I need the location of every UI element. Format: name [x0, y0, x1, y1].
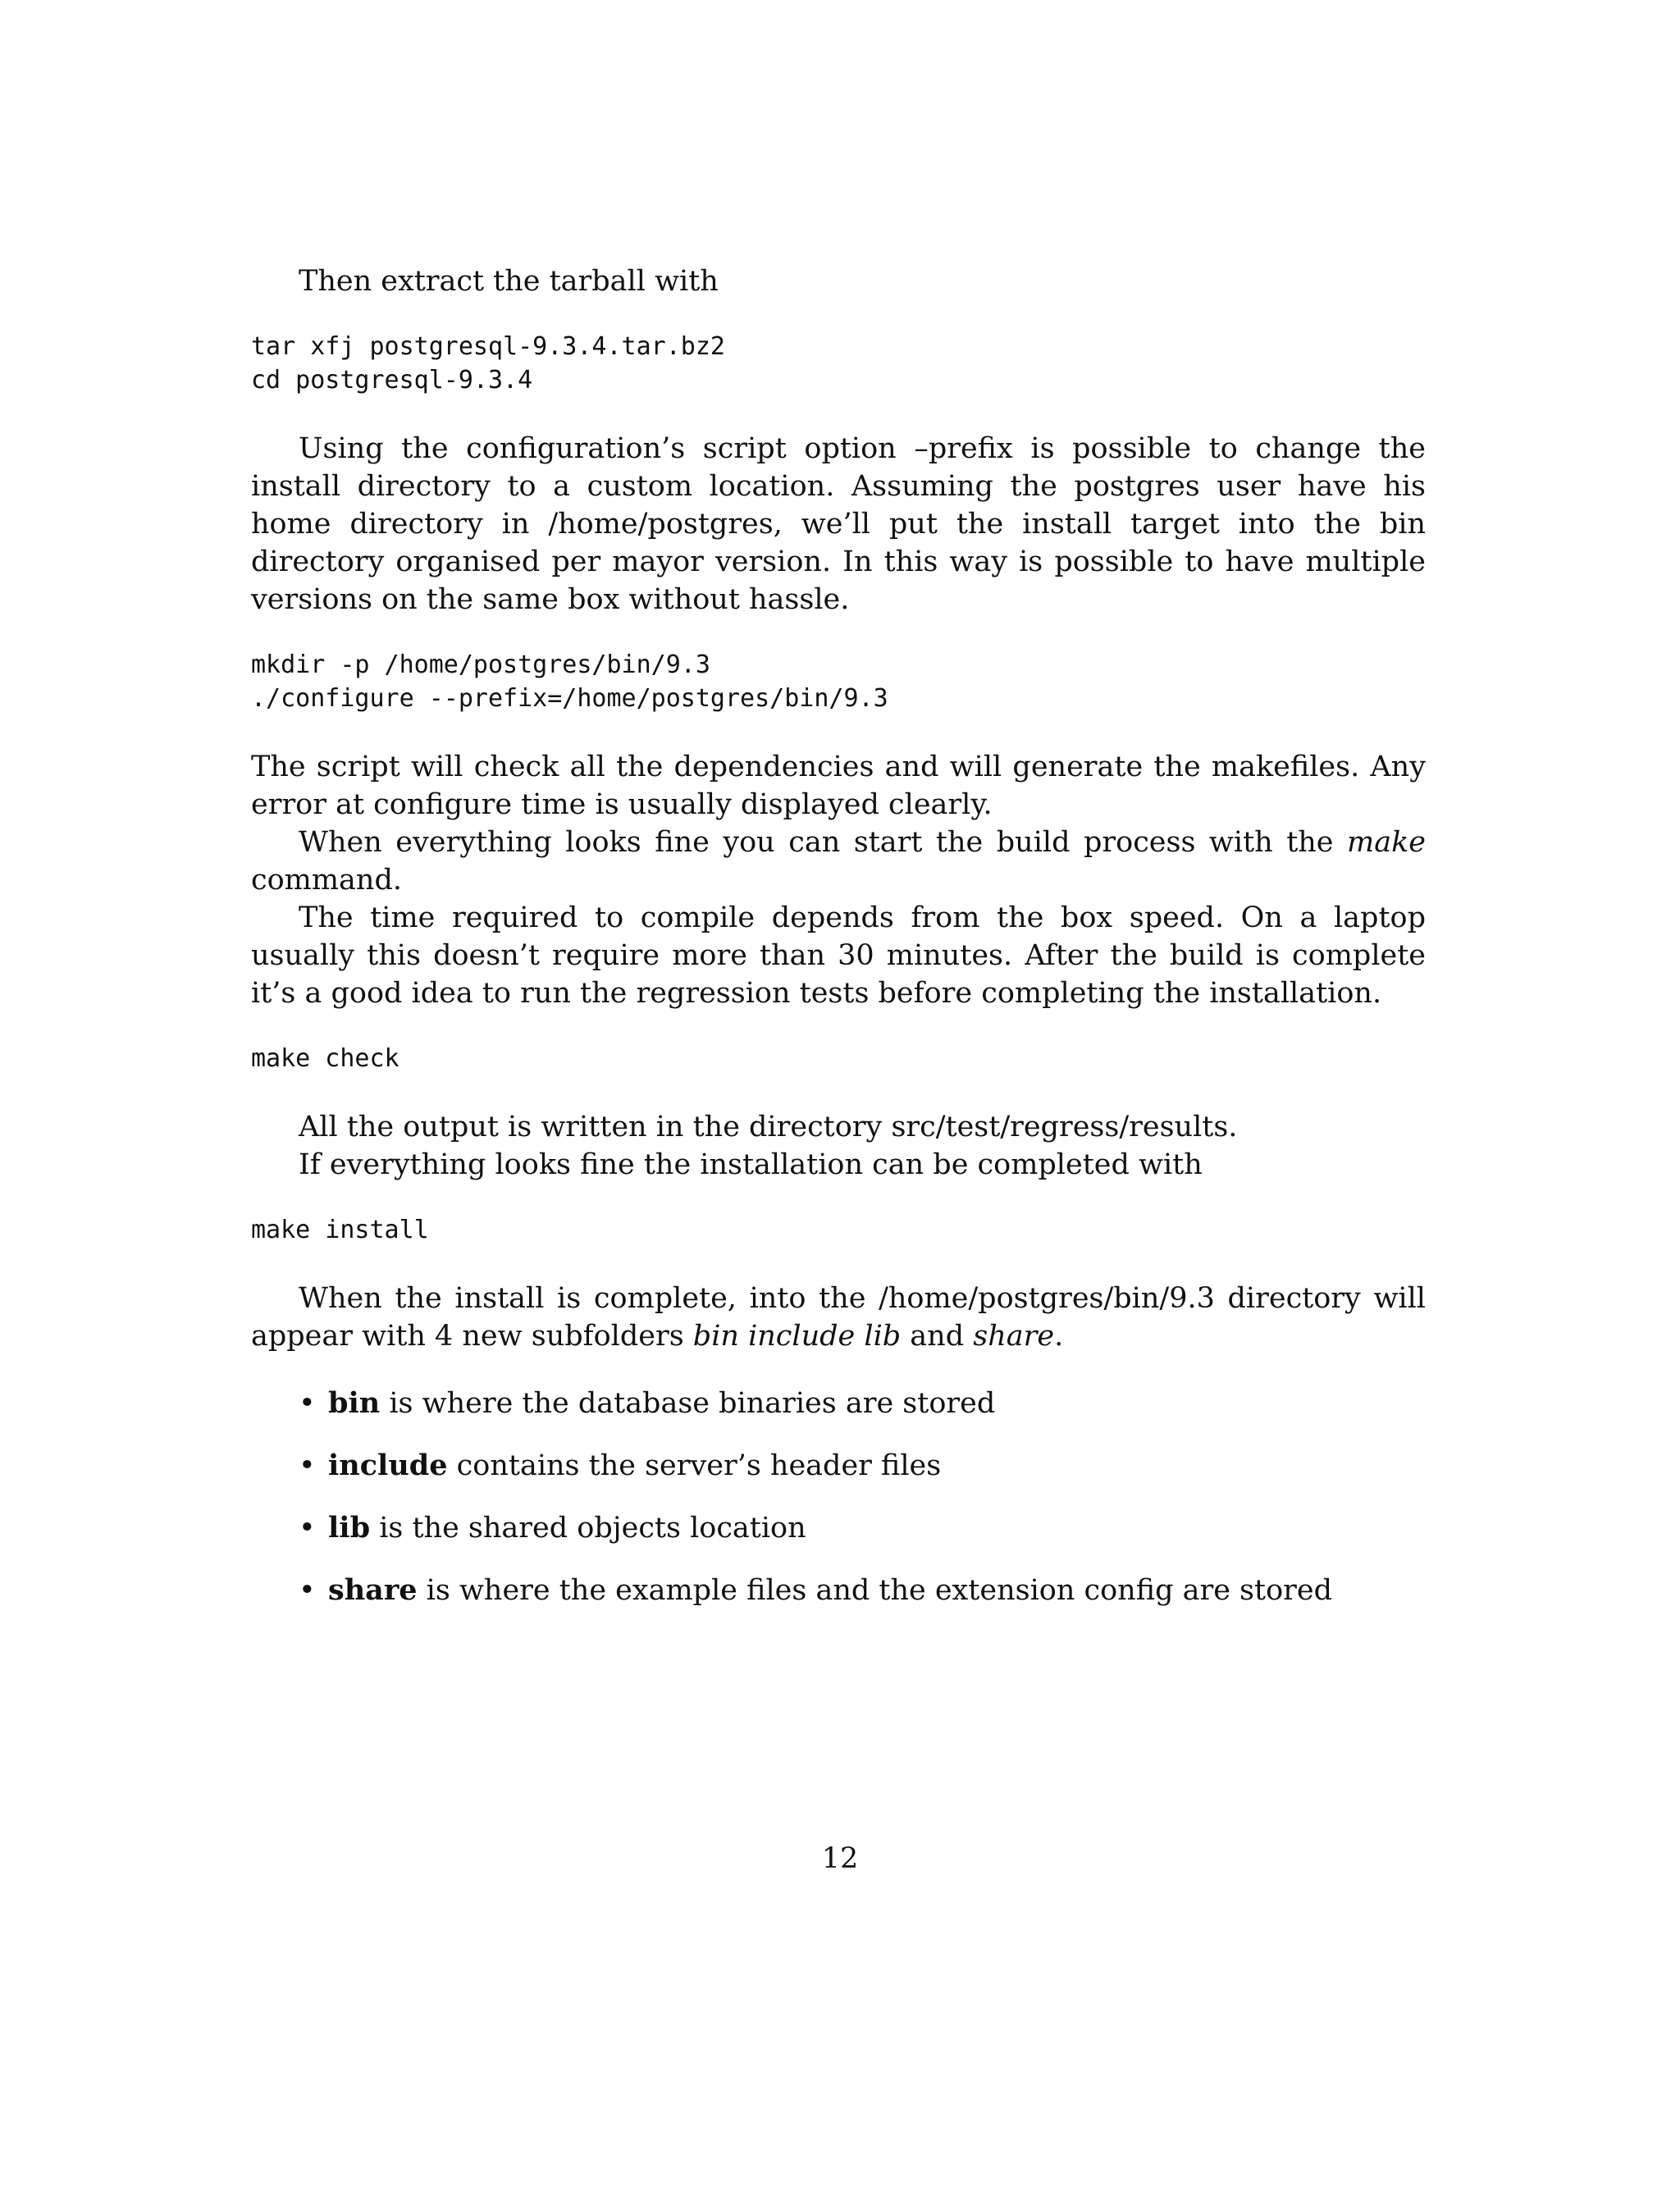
code-line: cd postgresql-9.3.4 — [251, 366, 533, 395]
paragraph-build — [251, 824, 1426, 899]
paragraph-subfolders-and: and — [901, 1320, 974, 1353]
code-line: tar xfj postgresql-9.3.4.tar.bz2 — [251, 332, 725, 361]
paragraph-subfolders-text: When the install is complete, into the /home/postgres/bin/9.3 directory will appear with 4 new subfolders — [251, 1282, 1426, 1353]
list-item-desc: is the shared objects location — [370, 1512, 806, 1545]
paragraph-output: All the output is written in the directory src/test/regress/results. — [299, 1111, 1238, 1143]
paragraph-extract: Then extract the tarball with — [299, 265, 719, 298]
make-command-emphasis: make — [1347, 826, 1426, 859]
list-item — [299, 1385, 1426, 1422]
code-make-check: make check — [251, 1044, 399, 1073]
list-item-term: lib — [328, 1511, 371, 1545]
list-item — [299, 1509, 1426, 1547]
list-item-term: share — [328, 1573, 418, 1607]
code-block-extract — [251, 330, 1426, 397]
share-emphasis: share — [973, 1320, 1055, 1353]
subfolder-names-emphasis: bin include lib — [692, 1320, 902, 1353]
bullet-icon: • — [299, 1449, 316, 1482]
document-body — [251, 262, 1426, 1634]
subfolder-list — [251, 1385, 1426, 1609]
paragraph-build-tail: command. — [251, 864, 402, 897]
list-item-term: include — [328, 1449, 448, 1482]
paragraph-dependencies: The script will check all the dependencies and will generate the makefiles. Any error at configure time is usually displayed clearly. — [251, 751, 1426, 821]
paragraph-build-text: When everything looks fine you can start the build process with the — [299, 826, 1348, 859]
list-item — [299, 1572, 1426, 1609]
code-block-configure — [251, 648, 1426, 715]
bullet-icon: • — [299, 1574, 316, 1607]
bullet-icon: • — [299, 1387, 316, 1420]
list-item-term: bin — [328, 1386, 381, 1420]
list-item — [299, 1447, 1426, 1485]
paragraph-subfolders — [251, 1280, 1426, 1355]
paragraph-subfolders-period: . — [1054, 1320, 1064, 1353]
page-number: 12 — [821, 1842, 859, 1875]
paragraph-prefix: Using the configuration’s script option –prefix is possible to change the install directory to a custom location. Assuming the postgres user have his home directory in /home/postgres, we’ll put the install target into the bin directory organised per mayor version. In this way is possible to have multiple versions on the same box without hassle. — [251, 432, 1426, 616]
code-line: mkdir -p /home/postgres/bin/9.3 — [251, 650, 710, 679]
paragraph-compile-time: The time required to compile depends from the box speed. On a laptop usually this doesn’t require more than 30 minutes. After the build is complete it’s a good idea to run the regression tests before completing the installation. — [251, 901, 1426, 1010]
bullet-icon: • — [299, 1512, 316, 1545]
list-item-desc: is where the database binaries are stored — [380, 1387, 996, 1420]
paragraph-install-intro: If everything looks fine the installation can be completed with — [299, 1148, 1203, 1181]
code-make-install: make install — [251, 1216, 429, 1244]
list-item-desc: is where the example files and the extension config are stored — [417, 1574, 1332, 1607]
list-item-desc: contains the server’s header files — [447, 1449, 942, 1482]
code-line: ./configure --prefix=/home/postgres/bin/9.3 — [251, 684, 888, 713]
